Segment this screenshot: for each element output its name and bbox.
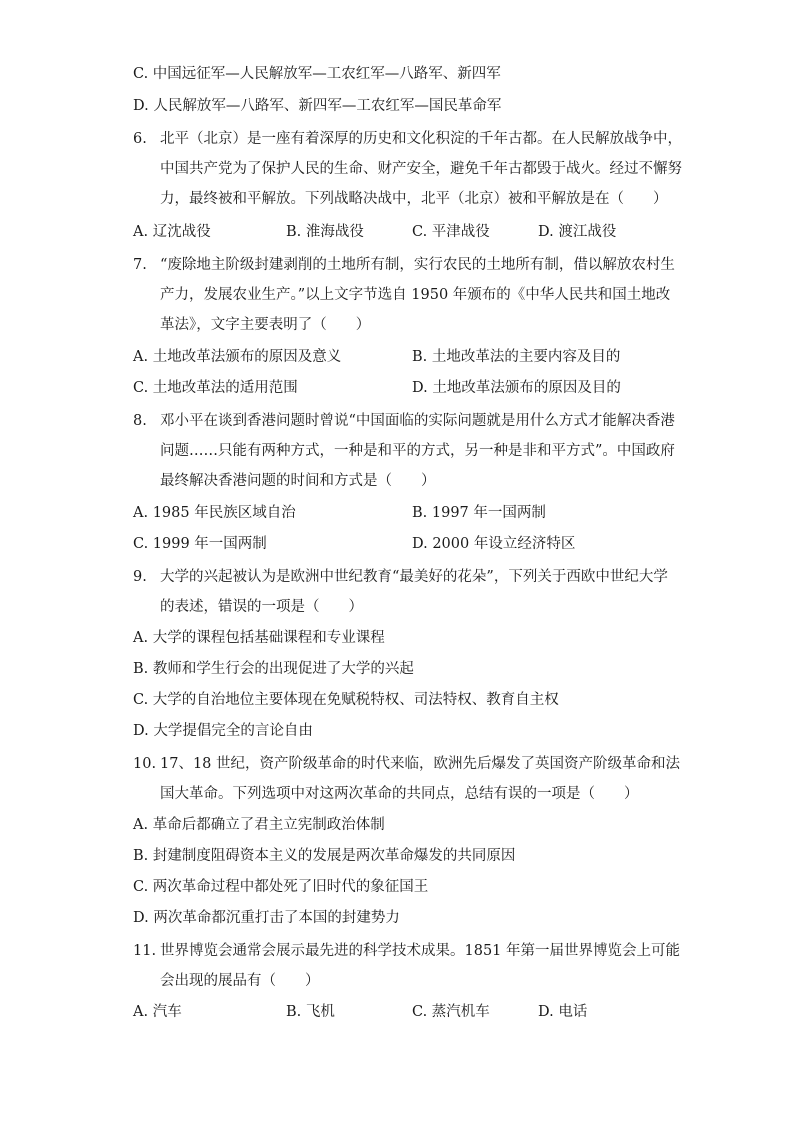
- q11-option-d: D. 电话: [538, 1004, 588, 1020]
- q10-stem-line-1: 17、18 世纪，资产阶级革命的时代来临，欧洲先后爆发了英国资产阶级革命和法: [160, 756, 681, 772]
- q6-option-b: B. 淮海战役: [286, 224, 364, 240]
- q10-number: 10.: [133, 756, 157, 772]
- q9-option-c: C. 大学的自治地位主要体现在免赋税特权、司法特权、教育自主权: [133, 692, 559, 708]
- q9-option-a: A. 大学的课程包括基础课程和专业课程: [133, 630, 385, 646]
- q10-option-a: A. 革命后都确立了君主立宪制政治体制: [133, 817, 385, 833]
- q7-option-a: A. 土地改革法颁布的原因及意义: [133, 349, 342, 365]
- q7-option-c: C. 土地改革法的适用范围: [133, 380, 298, 396]
- q6-option-a: A. 辽沈战役: [133, 224, 211, 240]
- q9-stem-line-1: 大学的兴起被认为是欧洲中世纪教育“最美好的花朵”，下列关于西欧中世纪大学: [160, 569, 668, 585]
- q6-number: 6.: [133, 131, 147, 147]
- q9-stem-line-2: 的表述，错误的一项是（ ）: [160, 599, 363, 615]
- q7-stem-line-2: 产力，发展农业生产。”以上文字节选自 1950 年颁布的《中华人民共和国土地改: [160, 287, 671, 303]
- q8-option-c: C. 1999 年一国两制: [133, 536, 267, 552]
- q11-option-b: B. 飞机: [286, 1004, 335, 1020]
- q6-stem-line-2: 中国共产党为了保护人民的生命、财产安全，避免千年古都毁于战火。经过不懈努: [160, 161, 682, 177]
- q8-stem-line-2: 问题……只能有两种方式，一种是和平的方式，另一种是非和平方式”。中国政府: [160, 443, 675, 459]
- q7-option-b: B. 土地改革法的主要内容及目的: [412, 349, 621, 365]
- q7-stem-line-3: 革法》，文字主要表明了（ ）: [160, 317, 371, 333]
- q6-option-d: D. 渡江战役: [538, 224, 617, 240]
- q9-option-d: D. 大学提倡完全的言论自由: [133, 723, 313, 739]
- q6-stem-line-1: 北平（北京）是一座有着深厚的历史和文化积淀的千年古都。在人民解放战争中，: [160, 131, 682, 147]
- q9-option-b: B. 教师和学生行会的出现促进了大学的兴起: [133, 661, 414, 677]
- q8-option-a: A. 1985 年民族区域自治: [133, 505, 296, 521]
- q10-stem-line-2: 国大革命。下列选项中对这两次革命的共同点，总结有误的一项是（ ）: [160, 786, 639, 802]
- q9-number: 9.: [133, 569, 147, 585]
- q11-number: 11.: [133, 943, 157, 959]
- q10-option-c: C. 两次革命过程中都处死了旧时代的象征国王: [133, 879, 429, 895]
- q8-option-b: B. 1997 年一国两制: [412, 505, 546, 521]
- q8-stem-line-3: 最终解决香港问题的时间和方式是（ ）: [160, 473, 436, 489]
- q10-option-d: D. 两次革命都沉重打击了本国的封建势力: [133, 910, 400, 926]
- q7-option-d: D. 土地改革法颁布的原因及目的: [412, 380, 621, 396]
- q6-option-c: C. 平津战役: [412, 224, 490, 240]
- q7-number: 7.: [133, 257, 147, 273]
- q5-option-d: D. 人民解放军—八路军、新四军—工农红军—国民革命军: [133, 98, 502, 114]
- q11-option-c: C. 蒸汽机车: [412, 1004, 490, 1020]
- q5-option-c: C. 中国远征军—人民解放军—工农红军—八路军、新四军: [133, 66, 501, 82]
- q6-stem-line-3: 力，最终被和平解放。下列战略决战中，北平（北京）被和平解放是在（ ）: [160, 191, 668, 207]
- q11-stem-line-1: 世界博览会通常会展示最先进的科学技术成果。1851 年第一届世界博览会上可能: [160, 943, 681, 959]
- q7-stem-line-1: “废除地主阶级封建剥削的土地所有制，实行农民的土地所有制，借以解放农村生: [160, 257, 675, 273]
- q11-stem-line-2: 会出现的展品有（ ）: [160, 973, 320, 989]
- q8-number: 8.: [133, 413, 147, 429]
- q8-stem-line-1: 邓小平在谈到香港问题时曾说“中国面临的实际问题就是用什么方式才能解决香港: [160, 413, 675, 429]
- q10-option-b: B. 封建制度阻碍资本主义的发展是两次革命爆发的共同原因: [133, 848, 516, 864]
- q8-option-d: D. 2000 年设立经济特区: [412, 536, 576, 552]
- q11-option-a: A. 汽车: [133, 1004, 182, 1020]
